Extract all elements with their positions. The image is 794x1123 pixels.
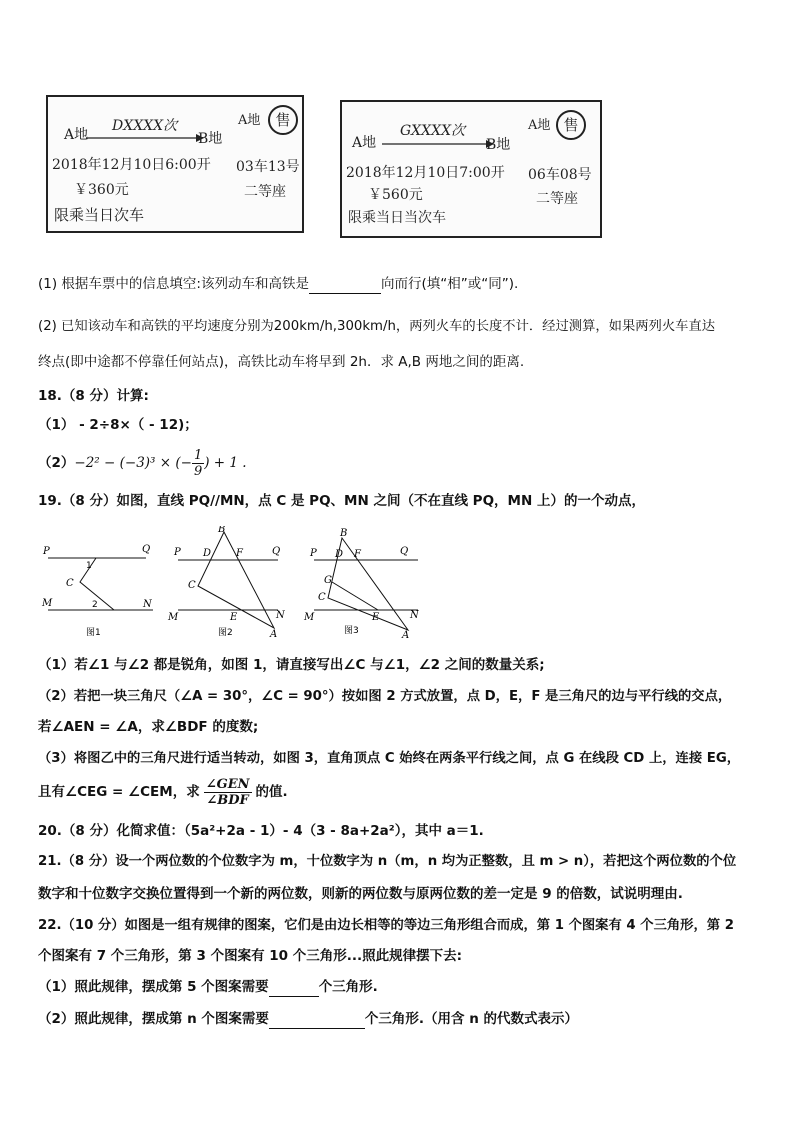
label-M: M: [168, 612, 179, 623]
answer-blank[interactable]: [309, 275, 381, 294]
figure-1: [41, 544, 153, 638]
ticket-datetime: 2018年12月10日7:00开: [346, 165, 505, 181]
ticket-seat-no: 06车08号: [528, 167, 592, 183]
q17-part1: (1) 根据车票中的信息填空:该列动车和高铁是 向而行(填“相”或“同”).: [38, 276, 519, 292]
q19-part3-line1: （3）将图乙中的三角尺进行适当转动，如图 3，直角顶点 C 始终在两条平行线之间，点 G 在线段 CD 上，连接 EG，: [38, 751, 741, 766]
label-Q: Q: [272, 546, 281, 557]
q20: 20.（8 分）化简求值：（5a²+2a - 1）- 4（3 - 8a+2a²），其中 a＝1.: [38, 823, 484, 839]
ticket-station: A地: [528, 118, 551, 133]
ticket-from: A地: [352, 135, 377, 151]
q17-part2-line2: 终点(即中途都不停靠任何站点)，高铁比动车将早到 2h．求 A,B 两地之间的距离.: [38, 354, 525, 370]
sale-seal-icon: 售: [556, 110, 586, 140]
ticket-price: ￥360元: [74, 182, 129, 198]
train-ticket-1: [46, 95, 304, 233]
ticket-train-no: DXXXX次: [112, 118, 178, 134]
label-F: F: [354, 549, 361, 560]
q18-sub2: （2） −2² − (−3)³ × (− $\frac{1}{9}$ ) + 1 .: [38, 447, 247, 479]
q22-line1: 22.（10 分）如图是一组有规律的图案，它们是由边长相等的等边三角形组合而成，第 1 个图案有 4 个三角形，第 2: [38, 918, 734, 933]
label-C: C: [188, 580, 196, 591]
label-E: E: [230, 612, 238, 623]
label-B: B: [218, 526, 226, 535]
fraction: $\frac{1}{9}$: [193, 447, 203, 479]
label-1: 1: [86, 561, 92, 571]
label-N: N: [276, 610, 285, 621]
q19-part3-line2: 且有∠CEG = ∠CEM，求 $\frac{\text{∠GEN}}{\text{∠BDF}}$ 的值.: [38, 776, 288, 808]
q19-part1: （1）若∠1 与∠2 都是锐角，如图 1，请直接写出∠C 与∠1，∠2 之间的数量关系;: [38, 657, 545, 673]
ticket-station: A地: [238, 113, 261, 128]
label-2: 2: [92, 600, 98, 610]
ticket-to: B地: [486, 137, 511, 153]
fraction: $\frac{\text{∠GEN}}{\text{∠BDF}}$: [205, 776, 250, 808]
label-N: N: [143, 599, 152, 610]
figure-2: [167, 526, 286, 640]
q19-heading: 19.（8 分）如图，直线 PQ//MN，点 C 是 PQ、MN 之间（不在直线 PQ，MN 上）的一个动点，: [38, 493, 645, 509]
q19-figures: [38, 526, 428, 642]
q21-line2: 数字和十位数字交换位置得到一个新的两位数，则新的两位数与原两位数的差一定是 9 的倍数，试说明理由.: [38, 886, 683, 902]
label-A: A: [402, 630, 410, 641]
ticket-seat-class: 二等座: [244, 184, 286, 200]
ticket-seat-class: 二等座: [536, 191, 578, 207]
fig-caption: 图1: [86, 628, 101, 638]
ticket-to: B地: [198, 131, 223, 147]
ticket-note: 限乘当日次车: [54, 206, 145, 224]
label-Q: Q: [142, 544, 151, 555]
label-E: E: [372, 612, 380, 623]
label-P: P: [310, 548, 317, 559]
fig-caption: 图2: [218, 628, 233, 638]
q22-part2: （2）照此规律，摆成第 n 个图案需要 个三角形.（用含 n 的代数式表示）: [38, 1011, 579, 1027]
q22-line2: 个图案有 7 个三角形，第 3 个图案有 10 个三角形...照此规律摆下去:: [38, 948, 463, 964]
ticket-datetime: 2018年12月10日6:00开: [52, 157, 211, 173]
label-P: P: [174, 547, 181, 558]
answer-blank[interactable]: [269, 978, 319, 997]
label-G: G: [324, 575, 332, 586]
q21-line1: 21.（8 分）设一个两位数的个位数字为 m，十位数字为 n（m，n 均为正整数，且 m > n），若把这个两位数的个位: [38, 854, 737, 869]
label-N: N: [410, 610, 419, 621]
ticket-price: ￥560元: [368, 187, 423, 203]
q19-part2-line1: （2）若把一块三角尺（∠A = 30°，∠C = 90°）按如图 2 方式放置，点 D，E，F 是三角尺的边与平行线的交点，: [38, 689, 732, 704]
label-M: M: [42, 598, 53, 609]
arrow-right-icon: [86, 133, 204, 143]
label-B: B: [340, 528, 348, 539]
label-C: C: [66, 578, 74, 589]
label-F: F: [236, 548, 243, 559]
label-D: D: [335, 549, 344, 560]
ticket-seat-no: 03车13号: [236, 159, 300, 175]
label-D: D: [203, 548, 212, 559]
ticket-from: A地: [64, 127, 89, 143]
ticket-train-no: GXXXX次: [400, 123, 466, 139]
sale-seal-icon: 售: [268, 105, 298, 135]
fig-caption: 图3: [344, 626, 359, 636]
label-P: P: [43, 546, 50, 557]
figure-3: [303, 528, 420, 641]
arrow-right-icon: [382, 139, 494, 149]
label-M: M: [304, 612, 315, 623]
q17-part2-line1: (2) 已知该动车和高铁的平均速度分别为200km/h,300km/h，两列火车的长度不计．经过测算，如果两列火车直达: [38, 319, 716, 334]
ticket-note: 限乘当日当次车: [348, 210, 446, 226]
label-A: A: [270, 629, 278, 640]
q22-part1: （1）照此规律，摆成第 5 个图案需要 个三角形.: [38, 979, 378, 995]
q19-part2-line2: 若∠AEN = ∠A，求∠BDF 的度数;: [38, 719, 259, 735]
label-C: C: [318, 592, 326, 603]
answer-blank[interactable]: [269, 1010, 365, 1029]
train-ticket-2: [340, 100, 602, 238]
q18-sub1: （1） - 2÷8×（ - 12)；: [38, 417, 198, 433]
label-Q: Q: [400, 546, 409, 557]
q18-heading: 18.（8 分）计算:: [38, 388, 149, 404]
